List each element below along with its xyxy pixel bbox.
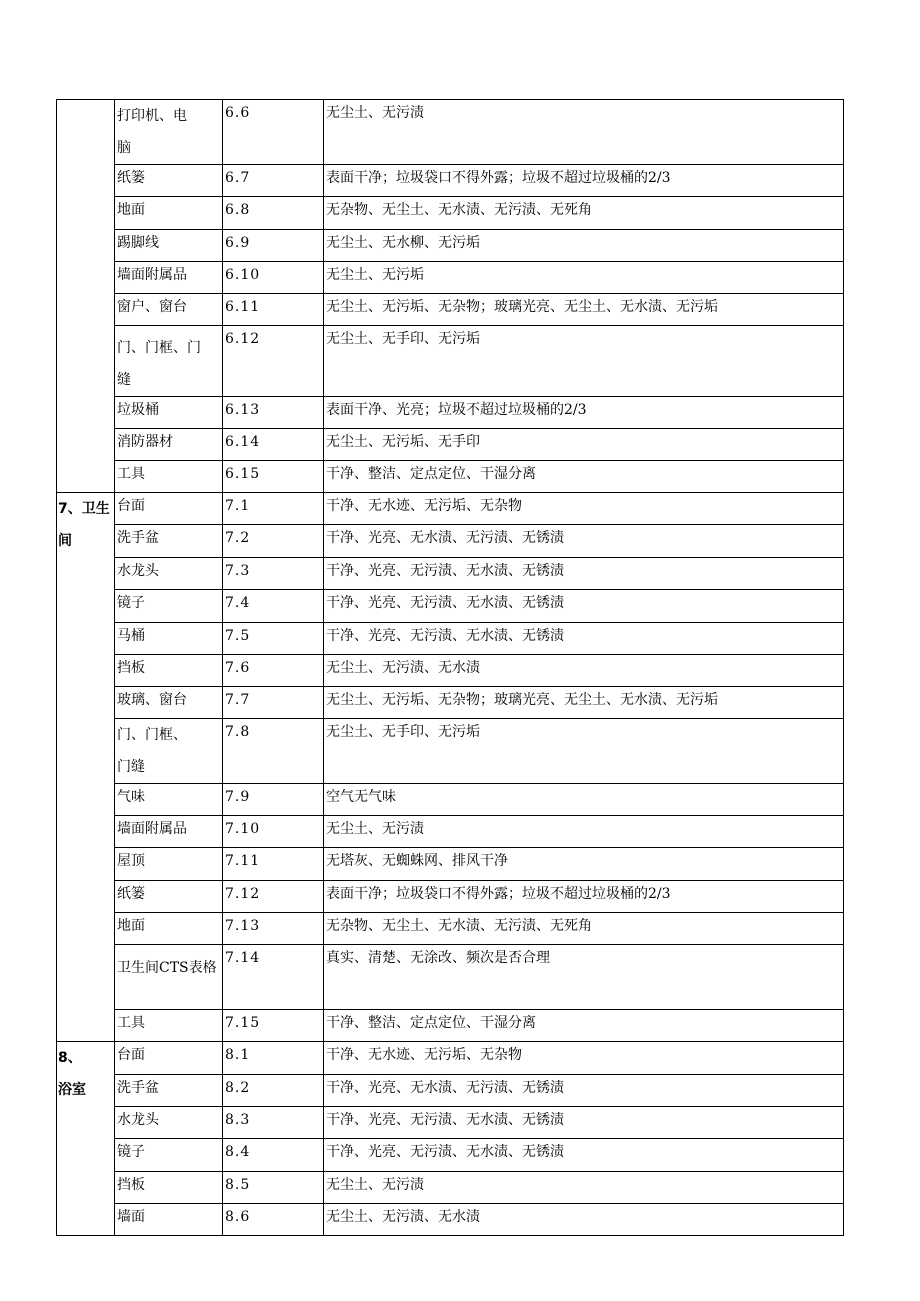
table-row — [57, 262, 844, 294]
item-cell — [115, 429, 223, 461]
table-row — [57, 197, 844, 230]
item-cell — [115, 100, 223, 165]
code-cell — [223, 590, 324, 623]
item-text: 台面 — [117, 1047, 145, 1063]
code-cell — [223, 945, 324, 1010]
item-cell — [115, 590, 223, 623]
item-text: 门、门框、门 缝 — [117, 340, 201, 388]
code-text: 8.1 — [225, 1047, 251, 1063]
section-title: 8、 浴室 — [58, 1050, 86, 1098]
standard-text: 无尘土、无手印、无污垢 — [326, 724, 480, 740]
code-cell — [223, 262, 324, 294]
code-text: 7.13 — [225, 918, 261, 934]
code-text: 6.10 — [225, 267, 261, 283]
section-cell-7 — [57, 493, 115, 1042]
item-cell — [115, 1139, 223, 1172]
standard-text: 表面干净；垃圾袋口不得外露；垃圾不超过垃圾桶的2/3 — [326, 170, 671, 186]
standard-text: 干净、光亮、无水渍、无污渍、无锈渍 — [326, 530, 564, 546]
code-text: 8.2 — [225, 1080, 251, 1096]
code-text: 7.4 — [225, 595, 251, 611]
code-text: 6.13 — [225, 402, 261, 418]
standard-text: 真实、清楚、无涂改、频次是否合理 — [326, 950, 550, 966]
standard-text: 空气无气味 — [326, 789, 396, 805]
standard-cell — [324, 784, 844, 816]
item-text: 气味 — [117, 789, 145, 805]
item-text: 墙面附属品 — [117, 267, 187, 283]
code-cell — [223, 1042, 324, 1075]
item-text: 地面 — [117, 202, 145, 218]
standard-text: 无尘土、无污垢、无手印 — [326, 434, 480, 450]
code-text: 6.14 — [225, 434, 261, 450]
table-body — [57, 100, 844, 1236]
table-row — [57, 816, 844, 848]
item-text: 纸篓 — [117, 170, 145, 186]
standard-cell — [324, 100, 844, 165]
code-cell — [223, 397, 324, 429]
code-cell — [223, 461, 324, 493]
item-text: 踢脚线 — [117, 235, 159, 251]
item-cell — [115, 913, 223, 945]
item-cell — [115, 493, 223, 525]
standard-text: 干净、整洁、定点定位、干湿分离 — [326, 466, 536, 482]
standard-cell — [324, 429, 844, 461]
item-text: 工具 — [117, 466, 145, 482]
table-row — [57, 784, 844, 816]
code-text: 6.12 — [225, 331, 261, 347]
code-cell — [223, 230, 324, 262]
table-row — [57, 397, 844, 429]
standard-cell — [324, 945, 844, 1010]
standard-cell — [324, 848, 844, 881]
item-cell — [115, 1075, 223, 1107]
item-cell — [115, 1010, 223, 1042]
code-text: 7.3 — [225, 563, 251, 579]
code-text: 7.8 — [225, 724, 251, 740]
table-row — [57, 1139, 844, 1172]
code-cell — [223, 913, 324, 945]
item-text: 地面 — [117, 918, 145, 934]
standard-cell — [324, 1172, 844, 1204]
standard-text: 无杂物、无尘土、无水渍、无污渍、无死角 — [326, 918, 592, 934]
table-row — [57, 848, 844, 881]
item-cell — [115, 945, 223, 1010]
standard-text: 无尘土、无污垢、无杂物；玻璃光亮、无尘土、无水渍、无污垢 — [326, 692, 718, 708]
code-cell — [223, 294, 324, 326]
code-text: 7.15 — [225, 1015, 261, 1031]
standard-text: 干净、光亮、无污渍、无水渍、无锈渍 — [326, 1144, 564, 1160]
item-cell — [115, 558, 223, 590]
table-row — [57, 230, 844, 262]
code-cell — [223, 881, 324, 913]
section-cell-6 — [57, 100, 115, 493]
item-text: 屋顶 — [117, 853, 145, 869]
code-text: 7.2 — [225, 530, 251, 546]
table-row — [57, 461, 844, 493]
standard-cell — [324, 590, 844, 623]
standard-cell — [324, 197, 844, 230]
code-cell — [223, 784, 324, 816]
standard-text: 干净、无水迹、无污垢、无杂物 — [326, 498, 522, 514]
table-row — [57, 881, 844, 913]
code-text: 6.9 — [225, 235, 251, 251]
code-cell — [223, 655, 324, 687]
code-text: 6.6 — [225, 105, 251, 121]
code-text: 6.8 — [225, 202, 251, 218]
standard-text: 表面干净；垃圾袋口不得外露；垃圾不超过垃圾桶的2/3 — [326, 886, 671, 902]
item-cell — [115, 687, 223, 719]
item-cell — [115, 1172, 223, 1204]
standard-text: 无尘土、无污垢、无杂物；玻璃光亮、无尘土、无水渍、无污垢 — [326, 299, 718, 315]
code-text: 7.7 — [225, 692, 251, 708]
table-row — [57, 165, 844, 197]
table-row — [57, 1042, 844, 1075]
standard-cell — [324, 913, 844, 945]
item-text: 玻璃、窗台 — [117, 692, 187, 708]
table-row — [57, 719, 844, 784]
standard-cell — [324, 687, 844, 719]
standard-cell — [324, 262, 844, 294]
item-cell — [115, 784, 223, 816]
item-cell — [115, 655, 223, 687]
code-cell — [223, 816, 324, 848]
standard-text: 无尘土、无污渍 — [326, 821, 424, 837]
standard-text: 干净、光亮、无污渍、无水渍、无锈渍 — [326, 628, 564, 644]
item-text: 洗手盆 — [117, 530, 159, 546]
standard-cell — [324, 326, 844, 397]
standard-text: 无尘土、无污渍 — [326, 1177, 424, 1193]
code-cell — [223, 623, 324, 655]
item-text: 纸篓 — [117, 886, 145, 902]
standard-cell — [324, 1010, 844, 1042]
standard-text: 干净、光亮、无污渍、无水渍、无锈渍 — [326, 563, 564, 579]
code-cell — [223, 493, 324, 525]
standard-cell — [324, 881, 844, 913]
inspection-standards-table — [56, 99, 844, 1236]
standard-text: 无尘土、无手印、无污垢 — [326, 331, 480, 347]
item-text: 卫生间CTS表格 — [117, 960, 217, 976]
standard-text: 干净、光亮、无水渍、无污渍、无锈渍 — [326, 1080, 564, 1096]
standard-text: 无塔灰、无蜘蛛网、排风干净 — [326, 853, 508, 869]
standard-text: 干净、整洁、定点定位、干湿分离 — [326, 1015, 536, 1031]
table-row — [57, 100, 844, 165]
table-row — [57, 945, 844, 1010]
item-text: 挡板 — [117, 660, 145, 676]
table-row — [57, 687, 844, 719]
item-cell — [115, 525, 223, 558]
item-cell — [115, 262, 223, 294]
item-cell — [115, 197, 223, 230]
code-cell — [223, 165, 324, 197]
code-text: 7.5 — [225, 628, 251, 644]
item-text: 镜子 — [117, 1144, 145, 1160]
code-text: 8.4 — [225, 1144, 251, 1160]
standard-cell — [324, 461, 844, 493]
code-cell — [223, 1010, 324, 1042]
item-cell — [115, 848, 223, 881]
standard-cell — [324, 493, 844, 525]
standard-cell — [324, 558, 844, 590]
standard-cell — [324, 1042, 844, 1075]
item-cell — [115, 816, 223, 848]
item-text: 门、门框、 门缝 — [117, 727, 187, 775]
item-text: 水龙头 — [117, 563, 159, 579]
table-row — [57, 294, 844, 326]
standard-text: 干净、无水迹、无污垢、无杂物 — [326, 1047, 522, 1063]
item-cell — [115, 230, 223, 262]
table-row — [57, 1204, 844, 1236]
item-text: 洗手盆 — [117, 1080, 159, 1096]
item-text: 挡板 — [117, 1177, 145, 1193]
code-cell — [223, 1204, 324, 1236]
table-row — [57, 525, 844, 558]
code-text: 6.11 — [225, 299, 261, 315]
item-text: 墙面 — [117, 1209, 145, 1225]
code-cell — [223, 197, 324, 230]
standard-cell — [324, 1204, 844, 1236]
item-cell — [115, 397, 223, 429]
code-cell — [223, 719, 324, 784]
standard-cell — [324, 623, 844, 655]
item-cell — [115, 1204, 223, 1236]
table-row — [57, 623, 844, 655]
item-cell — [115, 1107, 223, 1139]
code-text: 6.7 — [225, 170, 251, 186]
code-cell — [223, 558, 324, 590]
standard-cell — [324, 1107, 844, 1139]
standard-text: 无尘土、无污垢 — [326, 267, 424, 283]
code-cell — [223, 429, 324, 461]
item-text: 马桶 — [117, 628, 145, 644]
item-text: 墙面附属品 — [117, 821, 187, 837]
code-text: 7.1 — [225, 498, 251, 514]
standard-cell — [324, 816, 844, 848]
table-row — [57, 1010, 844, 1042]
code-text: 8.6 — [225, 1209, 251, 1225]
code-text: 8.5 — [225, 1177, 251, 1193]
item-cell — [115, 1042, 223, 1075]
table-row — [57, 429, 844, 461]
code-cell — [223, 326, 324, 397]
standard-text: 无尘土、无污渍 — [326, 105, 424, 121]
code-text: 7.12 — [225, 886, 261, 902]
item-cell — [115, 461, 223, 493]
standard-text: 无尘土、无水柳、无污垢 — [326, 235, 480, 251]
item-text: 台面 — [117, 498, 145, 514]
standard-text: 干净、光亮、无污渍、无水渍、无锈渍 — [326, 595, 564, 611]
standard-text: 无尘土、无污渍、无水渍 — [326, 1209, 480, 1225]
standard-cell — [324, 525, 844, 558]
code-text: 7.14 — [225, 950, 261, 966]
code-cell — [223, 525, 324, 558]
item-text: 窗户、窗台 — [117, 299, 187, 315]
item-text: 垃圾桶 — [117, 402, 159, 418]
code-text: 6.15 — [225, 466, 261, 482]
standard-text: 表面干净、光亮；垃圾不超过垃圾桶的2/3 — [326, 402, 587, 418]
code-text: 7.9 — [225, 789, 251, 805]
standard-text: 无杂物、无尘土、无水渍、无污渍、无死角 — [326, 202, 592, 218]
table-row — [57, 493, 844, 525]
standard-cell — [324, 1075, 844, 1107]
table-row — [57, 655, 844, 687]
table-row — [57, 590, 844, 623]
item-cell — [115, 165, 223, 197]
code-text: 7.10 — [225, 821, 261, 837]
code-cell — [223, 848, 324, 881]
code-text: 7.11 — [225, 853, 261, 869]
standard-cell — [324, 294, 844, 326]
standard-cell — [324, 655, 844, 687]
code-cell — [223, 1075, 324, 1107]
item-text: 镜子 — [117, 595, 145, 611]
section-title: 7、卫生 间 — [58, 501, 110, 549]
standard-cell — [324, 230, 844, 262]
standard-cell — [324, 1139, 844, 1172]
code-cell — [223, 1107, 324, 1139]
standard-cell — [324, 165, 844, 197]
table-row — [57, 326, 844, 397]
standard-text: 无尘土、无污渍、无水渍 — [326, 660, 480, 676]
code-cell — [223, 687, 324, 719]
item-text: 打印机、电 脑 — [117, 108, 187, 156]
code-cell — [223, 100, 324, 165]
code-cell — [223, 1172, 324, 1204]
item-cell — [115, 623, 223, 655]
table-row — [57, 913, 844, 945]
item-cell — [115, 326, 223, 397]
item-text: 水龙头 — [117, 1112, 159, 1128]
code-cell — [223, 1139, 324, 1172]
table-row — [57, 558, 844, 590]
table-row — [57, 1172, 844, 1204]
standard-cell — [324, 719, 844, 784]
code-text: 8.3 — [225, 1112, 251, 1128]
item-text: 工具 — [117, 1015, 145, 1031]
item-cell — [115, 294, 223, 326]
table-row — [57, 1107, 844, 1139]
standard-cell — [324, 397, 844, 429]
item-cell — [115, 719, 223, 784]
section-cell-8 — [57, 1042, 115, 1236]
standard-text: 干净、光亮、无污渍、无水渍、无锈渍 — [326, 1112, 564, 1128]
item-text: 消防器材 — [117, 434, 173, 450]
item-cell — [115, 881, 223, 913]
table-row — [57, 1075, 844, 1107]
code-text: 7.6 — [225, 660, 251, 676]
